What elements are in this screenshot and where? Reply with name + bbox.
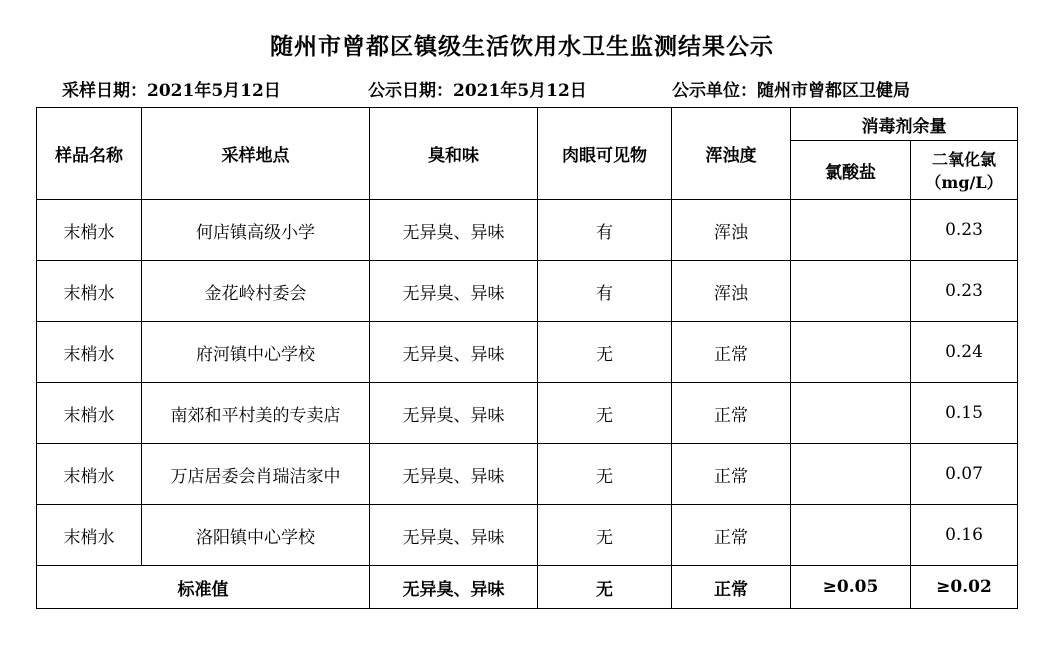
cell-odor: 无异臭、异味 bbox=[370, 322, 538, 383]
header-turbidity: 浑浊度 bbox=[672, 108, 791, 200]
cell-chlorate bbox=[791, 505, 911, 566]
cell-turbidity: 浑浊 bbox=[672, 261, 791, 322]
cell-turbidity: 正常 bbox=[672, 383, 791, 444]
cell-chlorine-dioxide: 0.07 bbox=[911, 444, 1018, 505]
cell-visible: 无 bbox=[538, 322, 672, 383]
table-row bbox=[37, 444, 1018, 505]
cell-chlorate bbox=[791, 383, 911, 444]
standard-chlorine-dioxide: ≥0.02 bbox=[911, 566, 1018, 609]
cell-chlorine-dioxide: 0.24 bbox=[911, 322, 1018, 383]
cell-visible: 有 bbox=[538, 200, 672, 261]
cell-location: 金花岭村委会 bbox=[142, 261, 370, 322]
header-chlorine-dioxide-unit: （mg/L） bbox=[925, 173, 1003, 192]
cell-sample-name: 末梢水 bbox=[37, 261, 142, 322]
standard-row bbox=[37, 566, 1018, 609]
standard-visible: 无 bbox=[538, 566, 672, 609]
cell-chlorate bbox=[791, 200, 911, 261]
publish-date: 公示日期：2021年5月12日 bbox=[368, 81, 587, 101]
header-chlorate: 氯酸盐 bbox=[791, 141, 911, 200]
table-row bbox=[37, 322, 1018, 383]
cell-chlorate bbox=[791, 261, 911, 322]
header-chlorine-dioxide bbox=[911, 141, 1018, 200]
cell-location: 洛阳镇中心学校 bbox=[142, 505, 370, 566]
header-chlorine-dioxide-label: 二氧化氯 bbox=[931, 150, 996, 169]
table-row bbox=[37, 261, 1018, 322]
standard-label: 标准值 bbox=[37, 566, 370, 609]
cell-sample-name: 末梢水 bbox=[37, 383, 142, 444]
cell-visible: 无 bbox=[538, 383, 672, 444]
header-row bbox=[37, 108, 1018, 141]
cell-chlorine-dioxide: 0.16 bbox=[911, 505, 1018, 566]
cell-location: 府河镇中心学校 bbox=[142, 322, 370, 383]
cell-sample-name: 末梢水 bbox=[37, 505, 142, 566]
cell-chlorate bbox=[791, 444, 911, 505]
sample-date: 采样日期：2021年5月12日 bbox=[62, 81, 281, 101]
cell-odor: 无异臭、异味 bbox=[370, 505, 538, 566]
cell-turbidity: 正常 bbox=[672, 444, 791, 505]
page-title: 随州市曾都区镇级生活饮用水卫生监测结果公示 bbox=[270, 34, 774, 60]
cell-chlorine-dioxide: 0.15 bbox=[911, 383, 1018, 444]
cell-sample-name: 末梢水 bbox=[37, 444, 142, 505]
cell-visible: 无 bbox=[538, 444, 672, 505]
publishing-unit: 公示单位：随州市曾都区卫健局 bbox=[672, 81, 910, 101]
standard-chlorate: ≥0.05 bbox=[791, 566, 911, 609]
cell-odor: 无异臭、异味 bbox=[370, 383, 538, 444]
header-sample-name: 样品名称 bbox=[37, 108, 142, 200]
cell-turbidity: 正常 bbox=[672, 322, 791, 383]
standard-turbidity: 正常 bbox=[672, 566, 791, 609]
table-row bbox=[37, 383, 1018, 444]
table-row bbox=[37, 505, 1018, 566]
header-location: 采样地点 bbox=[142, 108, 370, 200]
table-row bbox=[37, 200, 1018, 261]
cell-odor: 无异臭、异味 bbox=[370, 261, 538, 322]
results-table bbox=[36, 107, 1018, 609]
cell-sample-name: 末梢水 bbox=[37, 200, 142, 261]
cell-visible: 有 bbox=[538, 261, 672, 322]
cell-turbidity: 正常 bbox=[672, 505, 791, 566]
cell-chlorine-dioxide: 0.23 bbox=[911, 261, 1018, 322]
cell-location: 南郊和平村美的专卖店 bbox=[142, 383, 370, 444]
header-disinfectant: 消毒剂余量 bbox=[791, 108, 1018, 141]
cell-location: 何店镇高级小学 bbox=[142, 200, 370, 261]
cell-turbidity: 浑浊 bbox=[672, 200, 791, 261]
cell-location: 万店居委会肖瑞洁家中 bbox=[142, 444, 370, 505]
header-visible: 肉眼可见物 bbox=[538, 108, 672, 200]
cell-odor: 无异臭、异味 bbox=[370, 444, 538, 505]
cell-visible: 无 bbox=[538, 505, 672, 566]
cell-chlorine-dioxide: 0.23 bbox=[911, 200, 1018, 261]
cell-odor: 无异臭、异味 bbox=[370, 200, 538, 261]
standard-odor: 无异臭、异味 bbox=[370, 566, 538, 609]
cell-sample-name: 末梢水 bbox=[37, 322, 142, 383]
header-odor: 臭和味 bbox=[370, 108, 538, 200]
cell-chlorate bbox=[791, 322, 911, 383]
